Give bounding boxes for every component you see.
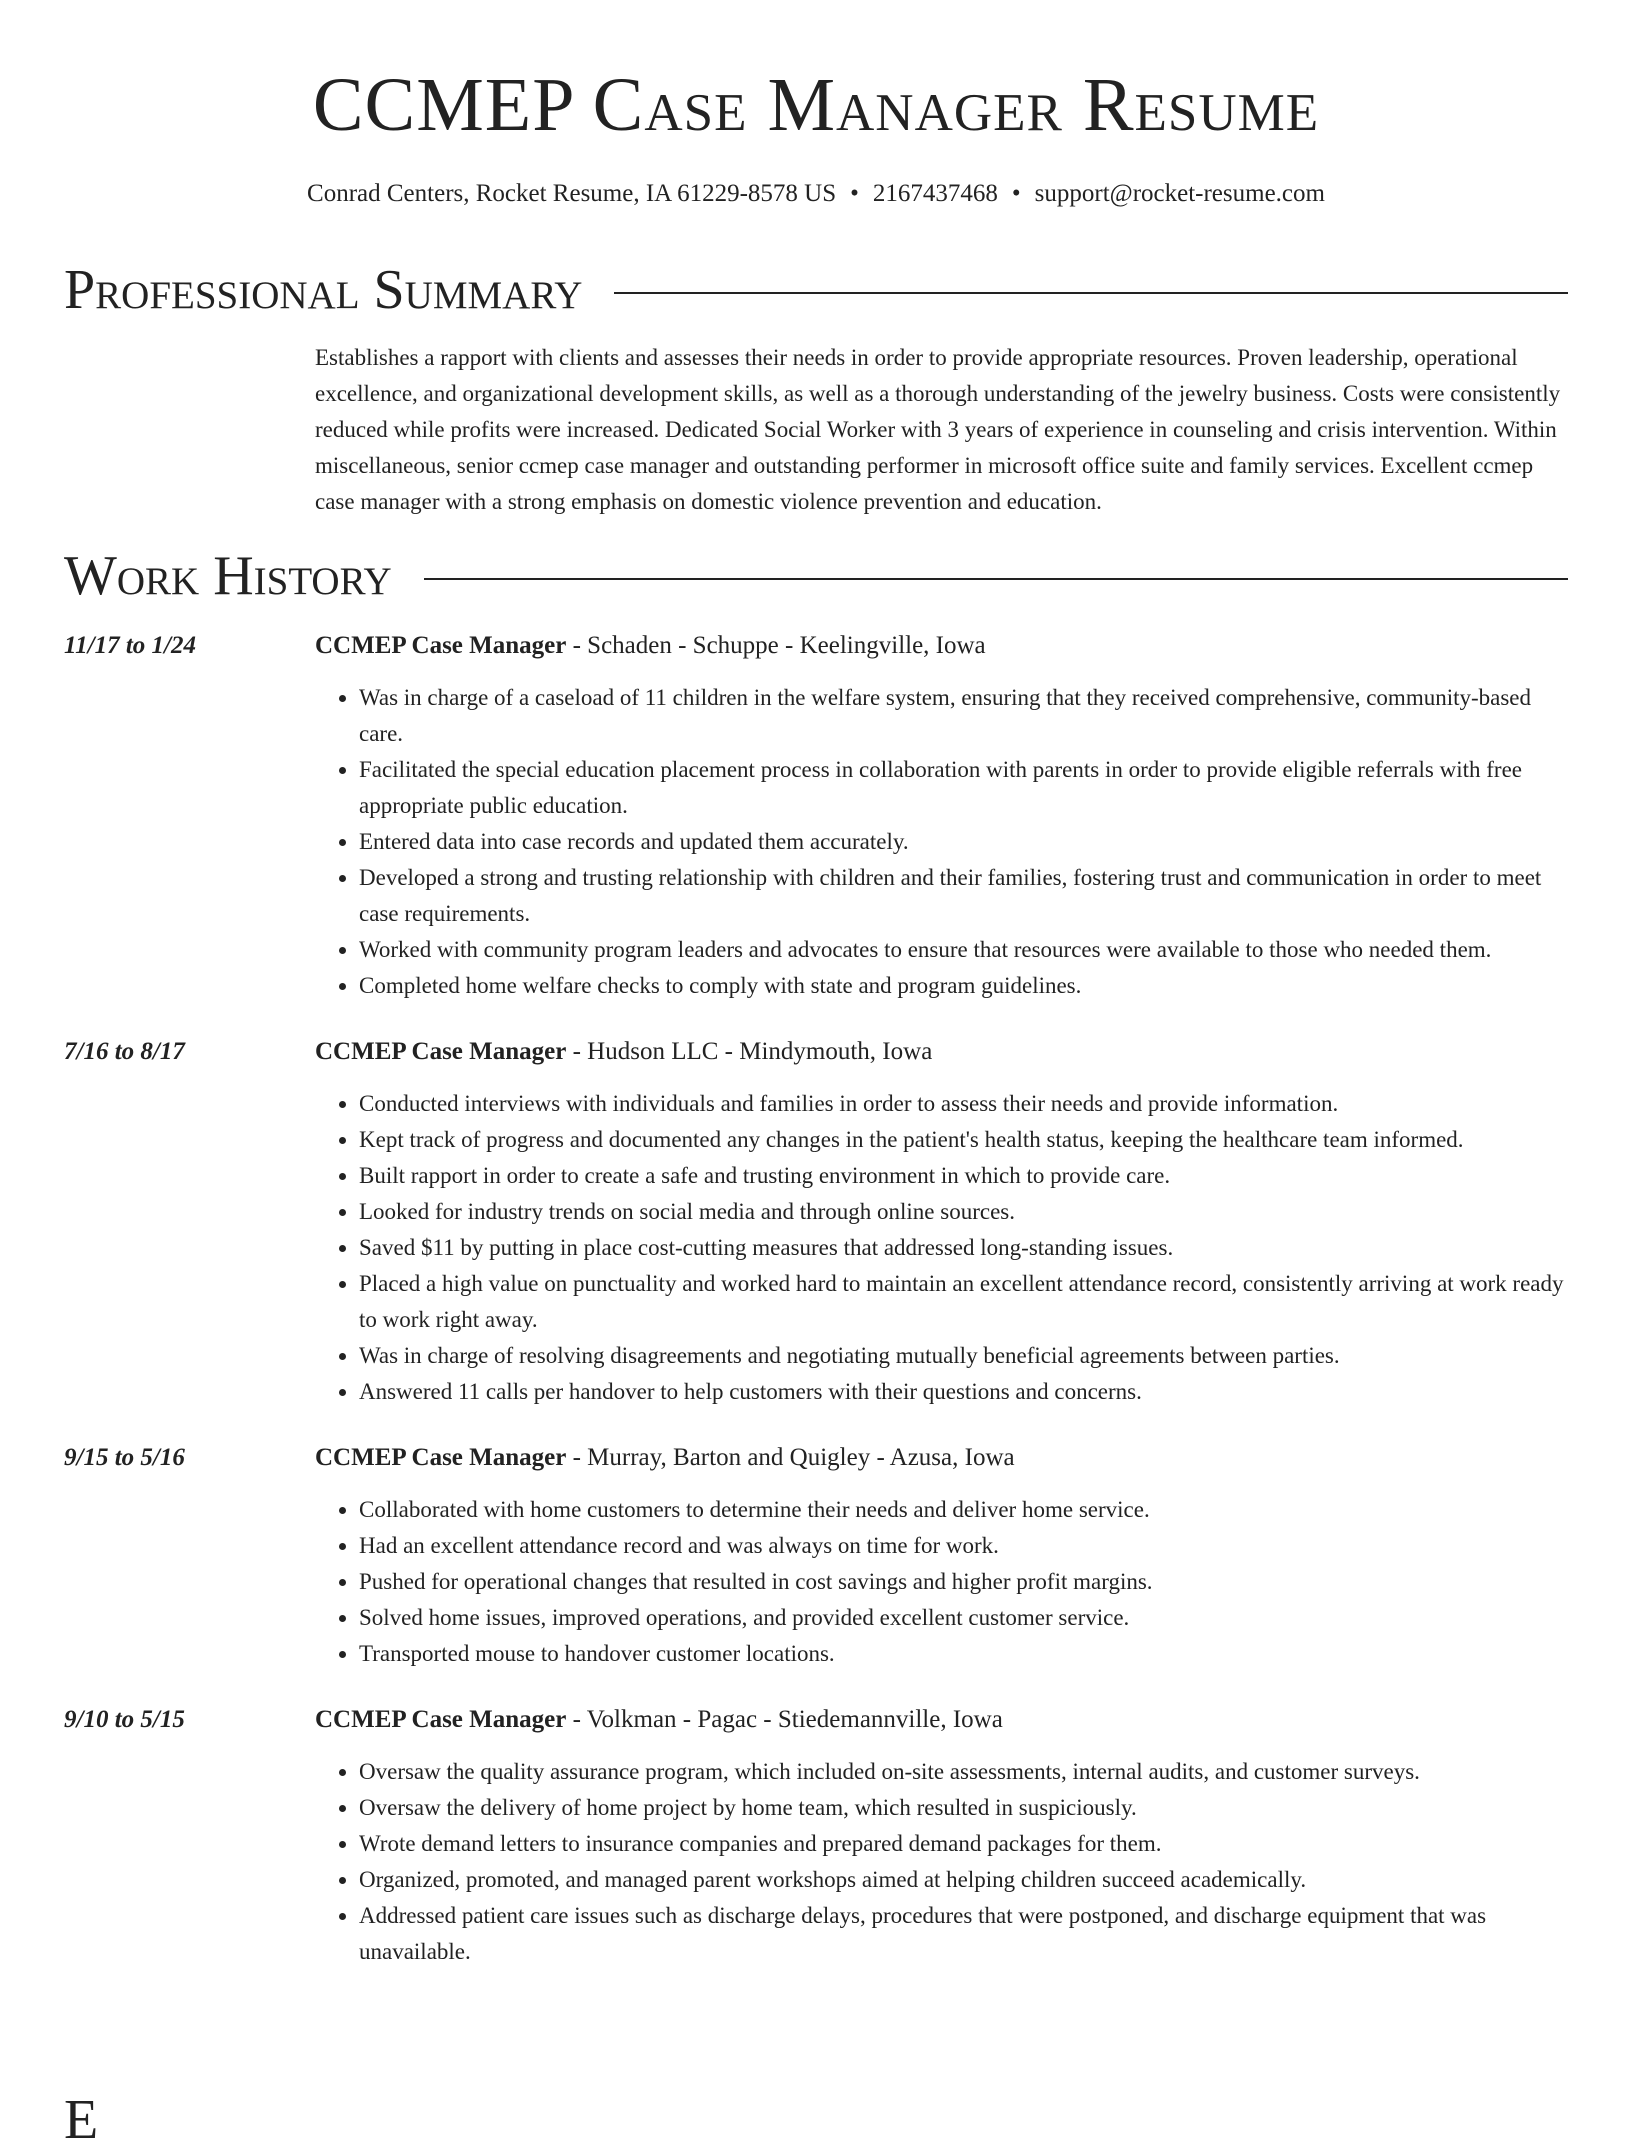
job-list xyxy=(64,628,1568,1970)
job-title: CCMEP Case Manager xyxy=(315,632,567,659)
job-employer: - Murray, Barton and Quigley - Azusa, Iowa xyxy=(566,1444,1015,1471)
job-details xyxy=(315,1440,1568,1672)
job-heading xyxy=(315,1440,1568,1476)
contact-separator: • xyxy=(1011,180,1021,207)
job-bullet: • Completed home welfare checks to comply with state and program guidelines. xyxy=(359,968,1568,1004)
job-employer: - Schaden - Schuppe - Keelingville, Iowa xyxy=(566,632,986,659)
summary-text: Establishes a rapport with clients and assesses their needs in order to provide appropriate resources. Proven leadership, operational excellence, and organizational development skills, as well as a thorough understanding of the jewelry business. Costs were consistently reduced while profits were increased. Dedicated Social Worker with 3 years of experience in counseling and crisis intervention. Within miscellaneous, senior ccmep case manager and outstanding performer in microsoft office suite and family services. Excellent ccmep case manager with a strong emphasis on domestic violence prevention and education. xyxy=(315,345,1561,514)
job-employer: - Volkman - Pagac - Stiedemannville, Iowa xyxy=(566,1706,1003,1733)
job-bullet: • Was in charge of a caseload of 11 children in the welfare system, ensuring that they received comprehensive, community-based care. xyxy=(359,680,1568,752)
job-heading xyxy=(315,1034,1568,1070)
summary-heading: Professional Summary xyxy=(64,259,583,321)
job-entry xyxy=(64,1034,1568,1410)
job-title: CCMEP Case Manager xyxy=(315,1706,567,1733)
job-dates: 7/16 to 8/17 xyxy=(64,1038,185,1065)
job-bullet: • Answered 11 calls per handover to help customers with their questions and concerns. xyxy=(359,1374,1568,1410)
job-details xyxy=(315,1034,1568,1410)
job-bullet: • Facilitated the special education placement process in collaboration with parents in order to provide eligible referrals with free appropriate public education. xyxy=(359,752,1568,824)
job-employer: - Hudson LLC - Mindymouth, Iowa xyxy=(566,1038,933,1065)
job-bullet: • Worked with community program leaders and advocates to ensure that resources were available to those who needed them. xyxy=(359,932,1568,968)
contact-line xyxy=(64,178,1568,210)
job-bullets xyxy=(315,1754,1568,1970)
resume-title: CCMEP Case Manager Resume xyxy=(312,63,1320,147)
next-section-heading: E xyxy=(64,2089,99,2151)
job-entry xyxy=(64,1702,1568,1970)
job-bullet: • Addressed patient care issues such as discharge delays, procedures that were postponed, and discharge equipment that was unavailable. xyxy=(359,1898,1568,1970)
job-bullet: • Pushed for operational changes that resulted in cost savings and higher profit margins. xyxy=(359,1564,1568,1600)
job-bullet: • Developed a strong and trusting relationship with children and their families, fostering trust and communication in order to meet case requirements. xyxy=(359,860,1568,932)
job-bullet: • Placed a high value on punctuality and worked hard to maintain an excellent attendance record, consistently arriving at work ready to work right away. xyxy=(359,1266,1568,1338)
job-heading xyxy=(315,1702,1568,1738)
job-bullet: • Built rapport in order to create a safe and trusting environment in which to provide care. xyxy=(359,1158,1568,1194)
job-bullet: • Organized, promoted, and managed parent workshops aimed at helping children succeed academically. xyxy=(359,1862,1568,1898)
section-divider xyxy=(424,578,1568,580)
job-bullet: • Solved home issues, improved operations, and provided excellent customer service. xyxy=(359,1600,1568,1636)
job-bullets xyxy=(315,680,1568,1004)
job-bullet: • Conducted interviews with individuals and families in order to assess their needs and provide information. xyxy=(359,1086,1568,1122)
job-bullet: • Transported mouse to handover customer locations. xyxy=(359,1636,1568,1672)
job-bullet: • Oversaw the quality assurance program, which included on-site assessments, internal audits, and customer surveys. xyxy=(359,1754,1568,1790)
job-bullet: • Entered data into case records and updated them accurately. xyxy=(359,824,1568,860)
job-bullet: • Kept track of progress and documented any changes in the patient's health status, keeping the healthcare team informed. xyxy=(359,1122,1568,1158)
job-bullet: • Saved $11 by putting in place cost-cutting measures that addressed long-standing issues. xyxy=(359,1230,1568,1266)
job-bullets xyxy=(315,1086,1568,1410)
summary-section-header xyxy=(64,260,1568,320)
contact-address: Conrad Centers, Rocket Resume, IA 61229-8578 US xyxy=(307,180,837,207)
job-bullets xyxy=(315,1492,1568,1672)
job-details xyxy=(315,1702,1568,1970)
job-heading xyxy=(315,628,1568,664)
job-bullet: • Had an excellent attendance record and was always on time for work. xyxy=(359,1528,1568,1564)
section-divider xyxy=(614,292,1568,294)
job-dates: 9/10 to 5/15 xyxy=(64,1706,185,1733)
job-bullet: • Looked for industry trends on social media and through online sources. xyxy=(359,1194,1568,1230)
job-dates: 9/15 to 5/16 xyxy=(64,1444,185,1471)
work-section-header xyxy=(64,546,1568,606)
contact-email: support@rocket-resume.com xyxy=(1034,180,1325,207)
job-title: CCMEP Case Manager xyxy=(315,1038,567,1065)
contact-separator: • xyxy=(850,180,859,207)
job-bullet: • Wrote demand letters to insurance companies and prepared demand packages for them. xyxy=(359,1826,1568,1862)
job-details xyxy=(315,628,1568,1004)
work-heading: Work History xyxy=(64,545,392,607)
job-title: CCMEP Case Manager xyxy=(315,1444,567,1471)
job-entry xyxy=(64,628,1568,1004)
contact-phone: 2167437468 xyxy=(872,180,998,207)
job-bullet: • Was in charge of resolving disagreements and negotiating mutually beneficial agreements between parties. xyxy=(359,1338,1568,1374)
job-entry xyxy=(64,1440,1568,1672)
job-dates: 11/17 to 1/24 xyxy=(64,632,196,659)
job-bullet: • Collaborated with home customers to determine their needs and deliver home service. xyxy=(359,1492,1568,1528)
job-bullet: • Oversaw the delivery of home project by home team, which resulted in suspiciously. xyxy=(359,1790,1568,1826)
